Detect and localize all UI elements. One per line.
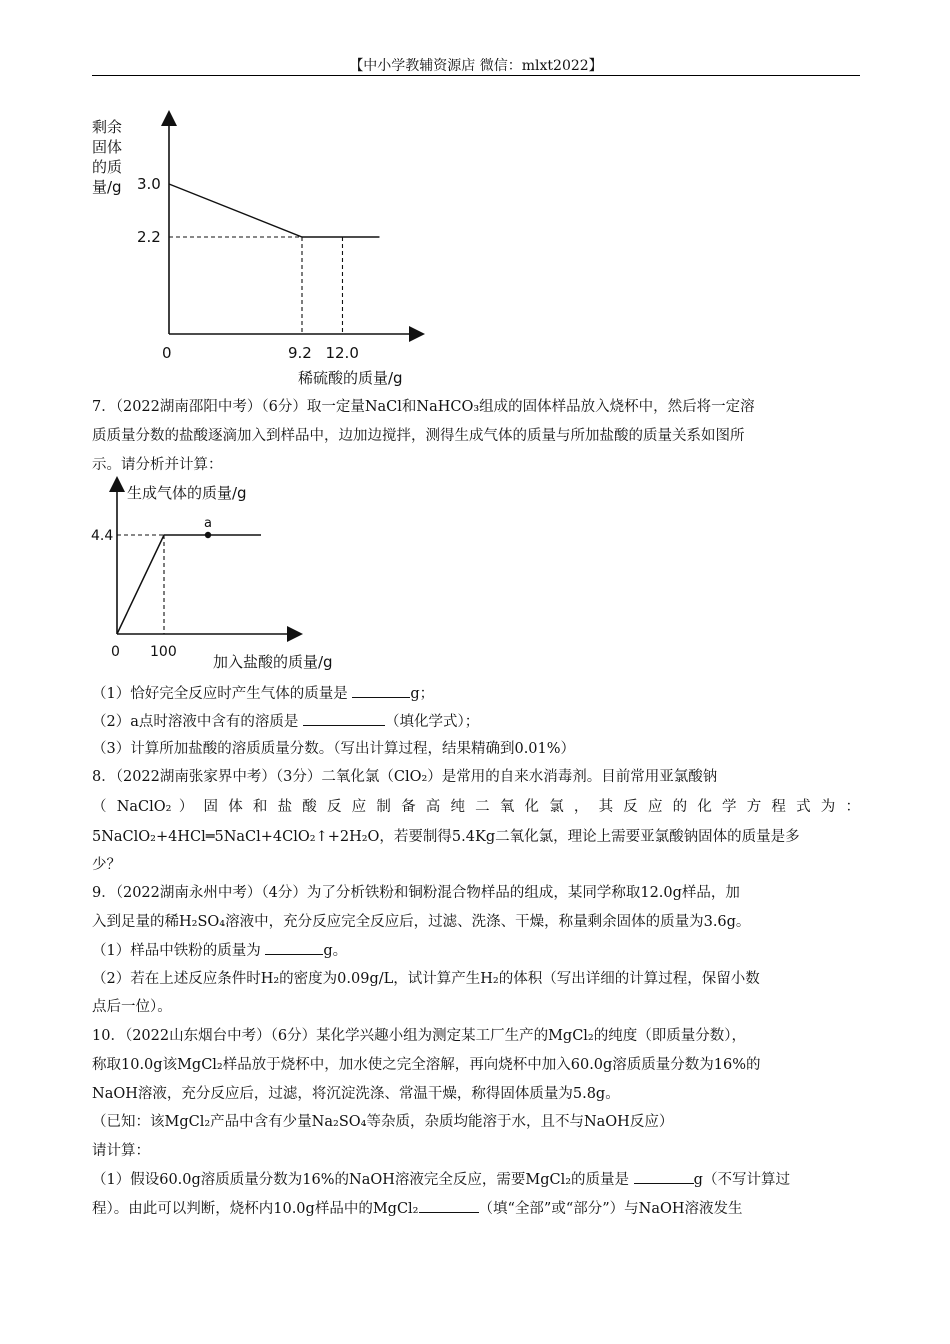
chart2-xtick-label: 100 bbox=[150, 644, 177, 660]
q8-line-3: 5NaClO₂+4HCl═5NaCl+4ClO₂↑+2H₂O，若要制得5.4Kg二氧化氯，理论上需要亚氯酸钠固体的质量是多 bbox=[92, 829, 800, 845]
q10-sub-1-cont-text: 程）。由此可以判断，烧杯内10.0g样品中的MgCl₂ bbox=[92, 1201, 419, 1217]
q9-sub-2-cont: 点后一位）。 bbox=[92, 999, 172, 1015]
q7-sub-2-tail: （填化学式）； bbox=[384, 714, 480, 730]
q7-sub-1-text: （1）恰好完全反应时产生气体的质量是 bbox=[92, 686, 353, 702]
chart-remaining-solid bbox=[80, 110, 440, 395]
chart1-ylabel-line3: 的质 bbox=[92, 158, 123, 176]
q10-line-4: （已知：该MgCl₂产品中含有少量Na₂SO₄等杂质，杂质均能溶于水，且不与NaOH反应） bbox=[92, 1114, 674, 1130]
q7-sub-2 bbox=[92, 711, 860, 732]
q7-answer-blank-1[interactable] bbox=[352, 683, 410, 698]
q10-sub-1 bbox=[92, 1169, 860, 1190]
q7-sub-1 bbox=[92, 683, 860, 704]
q10-answer-blank-2[interactable] bbox=[419, 1198, 479, 1213]
q9-line-2: 入到足量的稀H₂SO₄溶液中，充分反应完全反应后，过滤、洗涤、干燥，称量剩余固体的质量为3.6g。 bbox=[92, 914, 751, 930]
q10-line-1: 10．（2022山东烟台中考）（6分）某化学兴趣小组为测定某工厂生产的MgCl₂的纯度（即质量分数）， bbox=[92, 1028, 746, 1044]
chart1-ytick-label: 3.0 bbox=[137, 175, 161, 193]
q7-sub-1-unit: g； bbox=[410, 686, 435, 702]
header-rule bbox=[92, 75, 860, 76]
chart2-ytick-label: 4.4 bbox=[91, 528, 114, 544]
chart1-ytick-label: 2.2 bbox=[137, 228, 161, 246]
chart1-series-line bbox=[169, 184, 379, 237]
chart2-point-a-label: a bbox=[204, 516, 212, 531]
q7-line-1: 7．（2022湖南邵阳中考）（6分）取一定量NaCl和NaHCO₃组成的固体样品放入烧杯中，然后将一定溶 bbox=[92, 399, 755, 415]
chart2-xtick-label: 0 bbox=[111, 644, 120, 660]
q7-sub-2-text: （2）a点时溶液中含有的溶质是 bbox=[92, 714, 303, 730]
q9-sub-1-unit: g。 bbox=[323, 943, 348, 959]
chart2-point-a bbox=[205, 532, 211, 538]
q10-sub-1-tail: g（不写计算过 bbox=[693, 1172, 790, 1188]
q8-line-4: 少？ bbox=[92, 857, 121, 873]
chart2-xlabel: 加入盐酸的质量/g bbox=[213, 653, 333, 671]
chart2-ylabel: 生成气体的质量/g bbox=[127, 484, 247, 502]
q10-sub-1-cont-tail: （填“全部”或“部分”）与NaOH溶液发生 bbox=[478, 1201, 743, 1217]
q7-sub-3: （3）计算所加盐酸的溶质质量分数。（写出计算过程，结果精确到0.01%） bbox=[92, 741, 576, 757]
q9-answer-blank-1[interactable] bbox=[265, 940, 323, 955]
chart2-series-line bbox=[117, 535, 261, 634]
q9-line-1: 9．（2022湖南永州中考）（4分）为了分析铁粉和铜粉混合物样品的组成，某同学称取12.0g样品，加 bbox=[92, 885, 740, 901]
page-header: 【中小学教辅资源店 微信：mlxt2022】 bbox=[349, 58, 603, 74]
chart1-ylabel-line4: 量/g bbox=[92, 178, 122, 196]
chart1-ylabel-line1: 剩余 bbox=[92, 118, 123, 136]
q9-sub-1-text: （1）样品中铁粉的质量为 bbox=[92, 943, 266, 959]
q10-sub-1-text: （1）假设60.0g溶质质量分数为16%的NaOH溶液完全反应，需要MgCl₂的质量是 bbox=[92, 1172, 634, 1188]
chart1-xtick-label: 0 bbox=[162, 344, 172, 362]
q10-line-3: NaOH溶液，充分反应后，过滤，将沉淀洗涤、常温干燥，称得固体质量为5.8g。 bbox=[92, 1086, 620, 1102]
chart-gas-mass bbox=[80, 478, 380, 678]
q10-line-2: 称取10.0g该MgCl₂样品放于烧杯中，加水使之完全溶解，再向烧杯中加入60.0g溶质质量分数为16%的 bbox=[92, 1057, 761, 1073]
chart1-xtick-label: 12.0 bbox=[325, 344, 359, 362]
q8-line-1: 8．（2022湖南张家界中考）（3分）二氧化氯（ClO₂）是常用的自来水消毒剂。目前常用亚氯酸钠 bbox=[92, 769, 718, 785]
q9-sub-1 bbox=[92, 940, 860, 961]
chart1-xtick-label: 9.2 bbox=[288, 344, 312, 362]
q9-sub-2: （2）若在上述反应条件时H₂的密度为0.09g/L，试计算产生H₂的体积（写出详细的计算过程，保留小数 bbox=[92, 971, 760, 987]
q7-line-3: 示。请分析并计算： bbox=[92, 457, 223, 473]
q10-sub-1-cont bbox=[92, 1198, 860, 1219]
q7-answer-blank-2[interactable] bbox=[303, 711, 385, 726]
q8-line-2: （ NaClO₂ ） 固 体 和 盐 酸 反 应 制 备 高 纯 二 氧 化 氯 ， 其 反 应 的 化 学 方 程 式 为 ： bbox=[92, 799, 860, 815]
q10-line-5: 请计算： bbox=[92, 1143, 150, 1159]
chart1-ylabel-line2: 固体 bbox=[92, 138, 123, 156]
q7-line-2: 质质量分数的盐酸逐滴加入到样品中，边加边搅拌，测得生成气体的质量与所加盐酸的质量关系如图所 bbox=[92, 428, 745, 444]
chart1-xlabel: 稀硫酸的质量/g bbox=[298, 369, 403, 387]
q10-answer-blank-1[interactable] bbox=[634, 1169, 694, 1184]
